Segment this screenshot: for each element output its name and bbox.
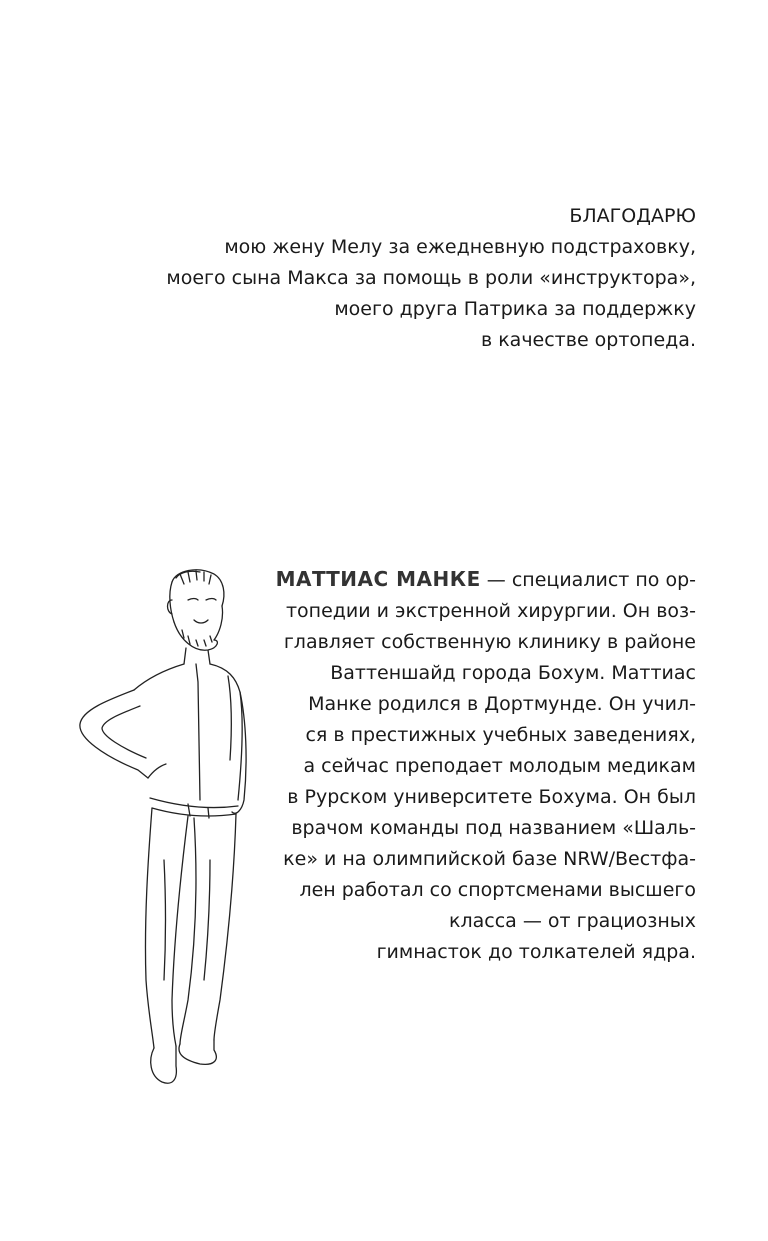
bio-first-line (256, 564, 696, 596)
bio-first-line-text: — специалист по ор- (480, 569, 696, 591)
acknowledgements-line: мою жену Мелу за ежедневную подстраховку, (224, 236, 696, 258)
bio-line: Ваттеншайд города Бохум. Маттиас (330, 662, 696, 684)
acknowledgements-line: в качестве ортопеда. (480, 329, 696, 351)
bio-line: а сейчас преподает молодым медикам (303, 755, 696, 777)
author-bio (256, 564, 696, 968)
author-name: МАТТИАС МАНКЕ (275, 567, 481, 591)
bio-line: лен работал со спортсменами высшего (299, 879, 696, 901)
acknowledgements-line: моего сына Макса за помощь в роли «инструктора», (166, 267, 696, 289)
bio-line: класса — от грациозных (449, 910, 696, 932)
bio-line: врачом команды под названием «Шаль- (291, 817, 696, 839)
bio-line: гимнасток до толкателей ядра. (376, 941, 696, 963)
acknowledgements-heading: БЛАГОДАРЮ (569, 205, 696, 227)
bio-line: в Рурском университете Бохума. Он был (287, 786, 696, 808)
bio-line: ке» и на олимпийской базе NRW/Вестфа- (283, 848, 696, 870)
bio-line: главляет собственную клинику в районе (283, 631, 696, 653)
author-illustration (68, 560, 258, 1100)
bio-line: Манке родился в Дортмунде. Он учил- (308, 693, 696, 715)
bio-line: топедии и экстренной хирургии. Он воз- (285, 600, 696, 622)
bio-line: ся в престижных учебных заведениях, (305, 724, 696, 746)
acknowledgements-block (96, 201, 696, 356)
acknowledgements-line: моего друга Патрика за поддержку (334, 298, 696, 320)
